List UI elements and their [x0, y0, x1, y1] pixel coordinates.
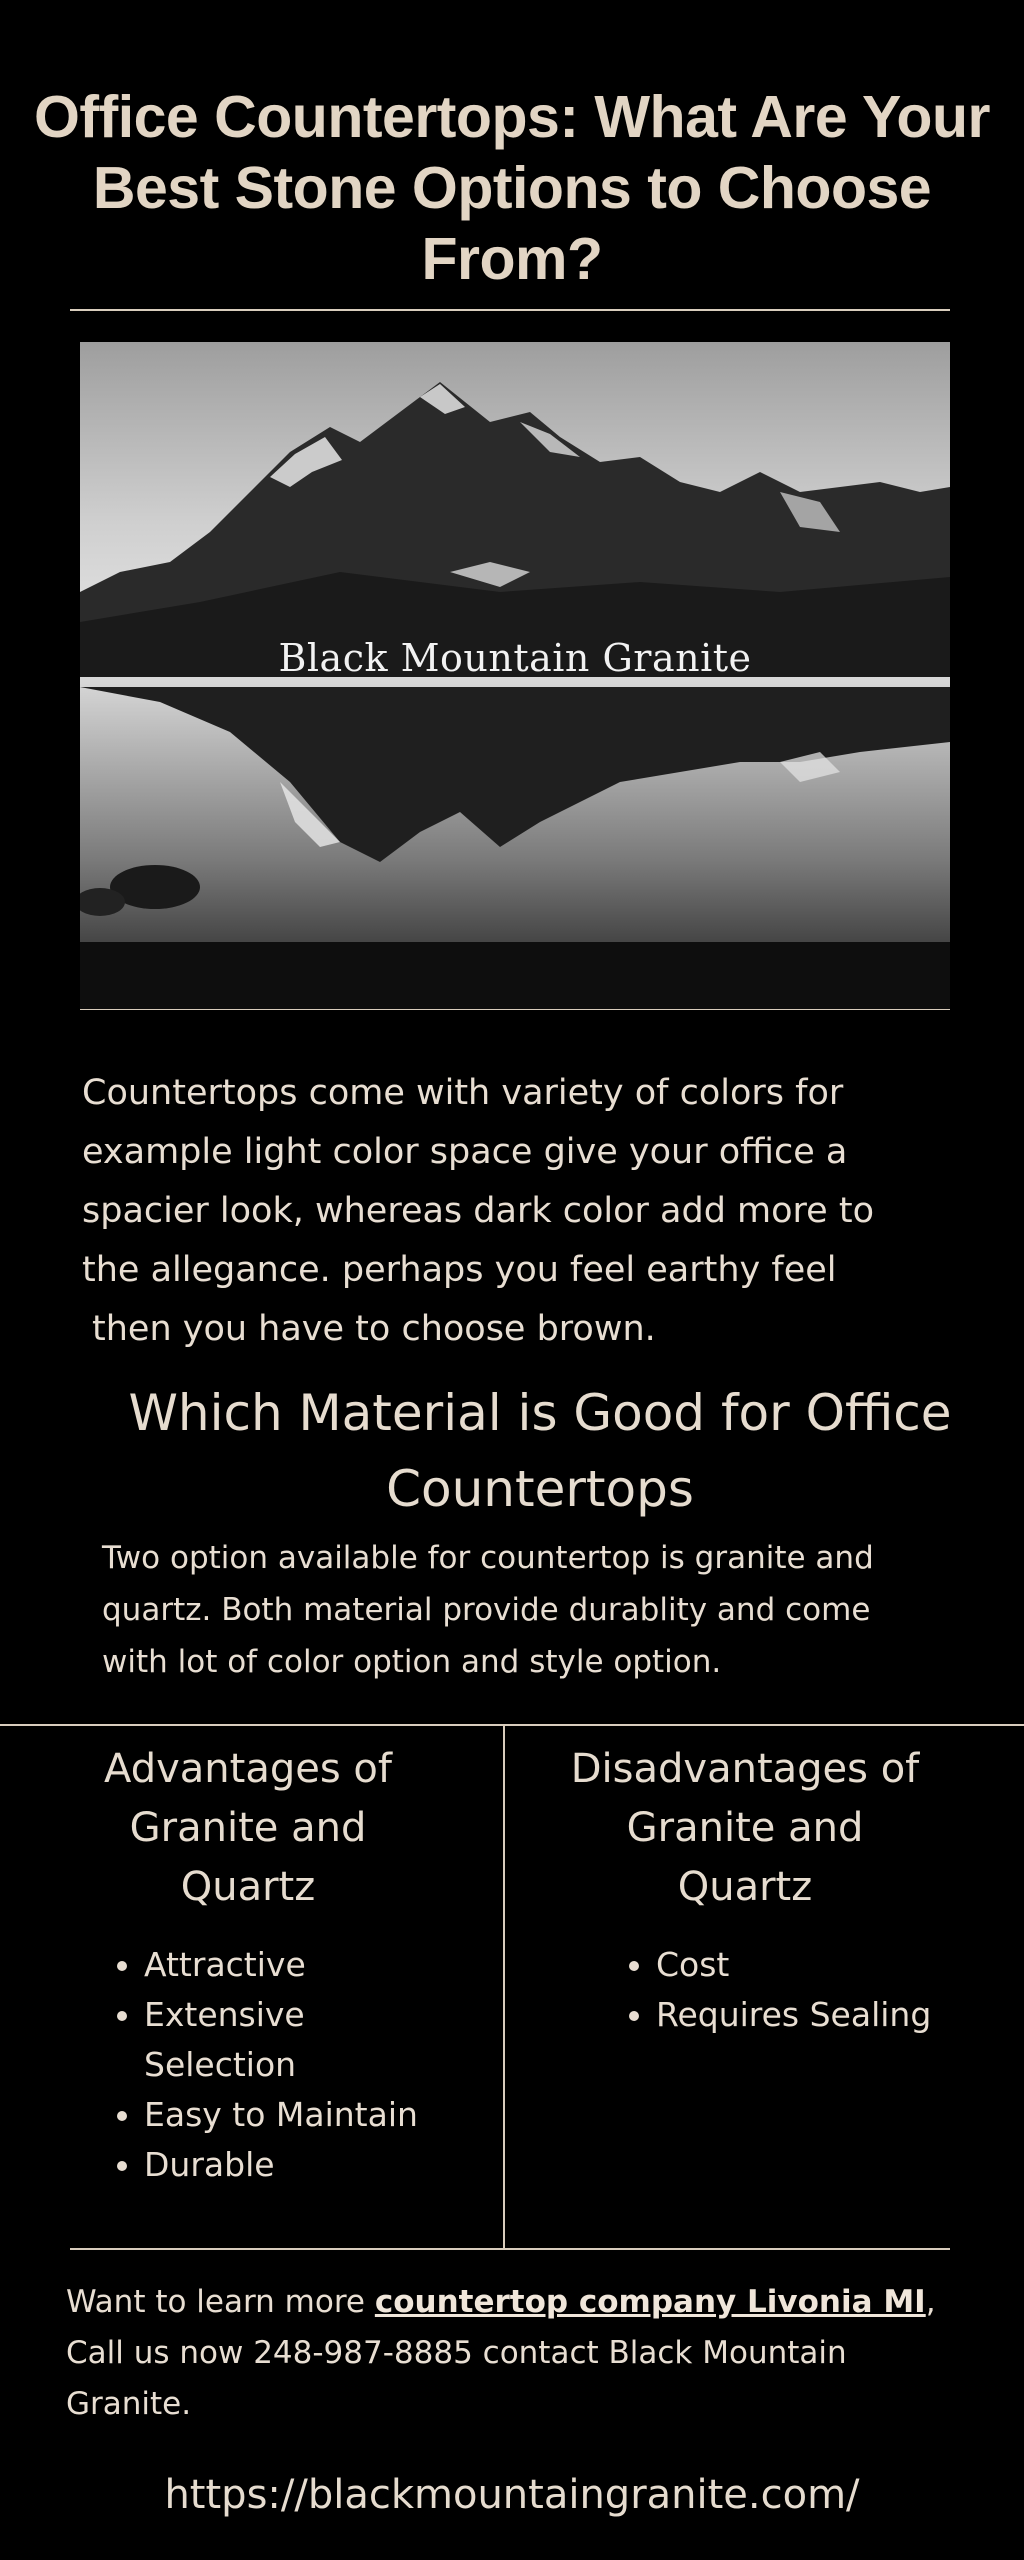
advantages-title-line: Advantages of: [104, 1746, 392, 1792]
disadvantages-title-line: Quartz: [677, 1864, 813, 1910]
column-divider: [503, 1726, 505, 2250]
divider-columns-top: [0, 1724, 1024, 1726]
disadvantage-item: • Requires Sealing: [656, 1990, 1016, 2040]
section-heading: Which Material is Good for Office Countertops: [128, 1384, 952, 1518]
intro-line: Countertops come with variety of colors for: [82, 1073, 844, 1113]
intro-line: spacier look, whereas dark color add more to: [82, 1191, 874, 1231]
advantages-title-line: Granite and: [129, 1805, 367, 1851]
call-to-action: [66, 2277, 966, 2430]
section-body-line: quartz. Both material provide durablity and come: [102, 1592, 871, 1628]
advantage-item: • Extensive Selection: [144, 1990, 344, 2090]
website-url[interactable]: https://blackmountaingranite.com/: [164, 2472, 860, 2518]
divider-hero: [80, 1009, 950, 1010]
cta-prefix: Want to learn more: [66, 2284, 375, 2320]
disadvantages-title-line: Disadvantages of: [570, 1746, 920, 1792]
advantage-item: • Durable: [144, 2140, 464, 2190]
cta-line: [66, 2277, 966, 2328]
disadvantage-item: • Cost: [656, 1940, 1016, 1990]
disadvantages-title-line: Granite and: [626, 1805, 864, 1851]
hero-image: [80, 342, 950, 1010]
cta-line: Call us now 248-987-8885 contact Black Mountain: [66, 2335, 847, 2371]
intro-line: example light color space give your office a: [82, 1132, 848, 1172]
intro-paragraph: [82, 1064, 962, 1359]
disadvantages-list: [612, 1940, 1016, 2040]
advantages-title-line: Quartz: [180, 1864, 316, 1910]
divider-top: [70, 309, 950, 311]
divider-columns-bottom: [70, 2248, 950, 2250]
intro-line: the allegance. perhaps you feel earthy feel: [82, 1250, 837, 1290]
hero-label: Black Mountain Granite: [278, 636, 752, 680]
intro-line: then you have to choose brown.: [92, 1309, 656, 1349]
page-title: Office Countertops: What Are Your Best Stone Options to Choose From?: [34, 83, 990, 292]
advantage-item: • Easy to Maintain: [144, 2090, 464, 2140]
disadvantages-title: [545, 1740, 945, 1917]
advantages-title: [50, 1740, 446, 1917]
section-body: [102, 1532, 962, 1688]
cta-suffix: ,: [925, 2284, 936, 2320]
section-body-line: with lot of color option and style option.: [102, 1644, 722, 1680]
countertop-company-link[interactable]: countertop company Livonia MI: [374, 2284, 926, 2320]
advantage-item: • Attractive: [144, 1940, 464, 1990]
cta-line: Granite.: [66, 2386, 192, 2422]
advantages-list: [100, 1940, 464, 2190]
section-body-line: Two option available for countertop is granite and: [102, 1540, 874, 1576]
